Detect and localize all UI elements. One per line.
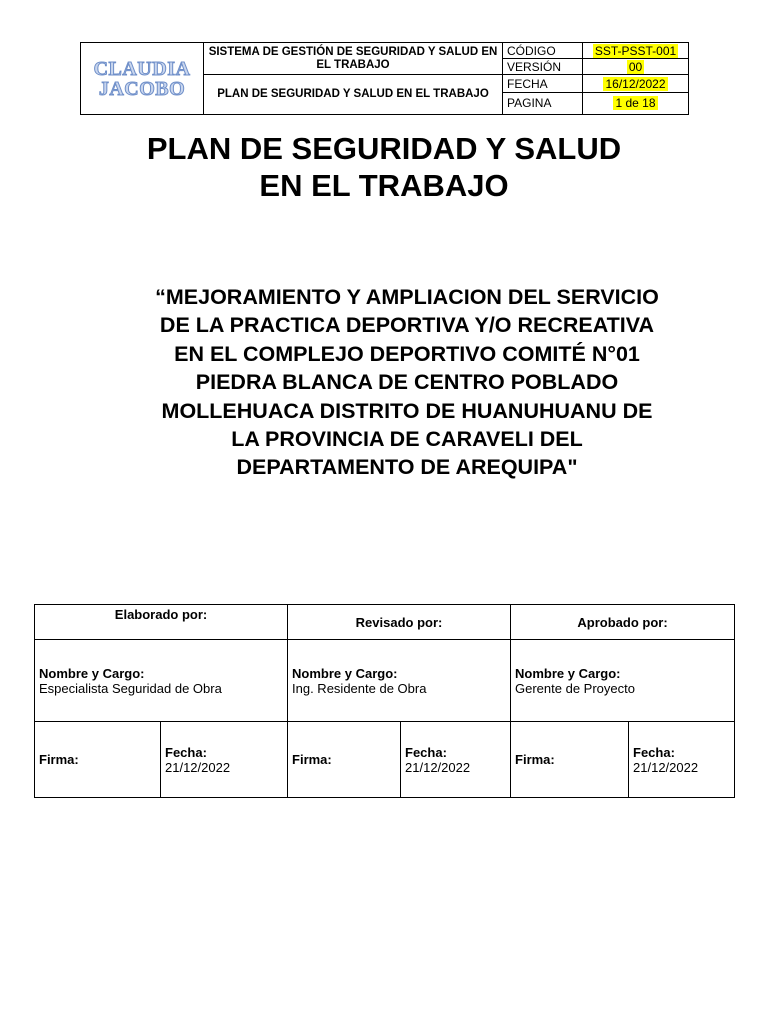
version-label: VERSIÓN: [503, 59, 583, 75]
elaborado-fecha-label: Fecha:: [165, 744, 207, 760]
version-value-cell: [583, 59, 689, 75]
aprobado-fecha-cell: [629, 722, 735, 798]
revisado-nombre-label: Nombre y Cargo:: [292, 665, 398, 681]
aprobado-cargo: Gerente de Proyecto: [515, 680, 635, 696]
elaborado-fecha-cell: [161, 722, 288, 798]
elaborado-fecha: 21/12/2022: [165, 759, 231, 775]
revisado-cargo: Ing. Residente de Obra: [292, 680, 427, 696]
elaborado-nombre-cell: [35, 640, 288, 722]
codigo-label: CÓDIGO: [503, 43, 583, 59]
elaborado-firma-cell: [35, 722, 161, 798]
elaborado-nombre-label: Nombre y Cargo:: [39, 665, 145, 681]
fecha-value: 16/12/2022: [605, 76, 666, 91]
document-title: [0, 130, 768, 204]
logo-text-line2: JACOBO: [98, 77, 186, 100]
version-value: 00: [628, 59, 643, 74]
document-title-line1: PLAN DE SEGURIDAD Y SALUD: [146, 131, 622, 166]
elaborado-cargo: Especialista Seguridad de Obra: [39, 680, 222, 696]
aprobado-nombre-label: Nombre y Cargo:: [515, 665, 621, 681]
company-logo: [81, 43, 204, 115]
document-name: PLAN DE SEGURIDAD Y SALUD EN EL TRABAJO: [204, 75, 503, 115]
project-title: “MEJORAMIENTO Y AMPLIACION DEL SERVICIO DE LA PRACTICA DEPORTIVA Y/O RECREATIVA EN EL COMPLEJO DEPORTIVO COMITÉ N°01 PIEDRA BLANCA DE CENTRO POBLADO MOLLEHUACA DISTRITO DE HUANUHUANU DE LA PROVINCIA DE CARAVELI DEL DEPARTAMENTO DE AREQUIPA": [155, 285, 659, 480]
document-title-line2: EN EL TRABAJO: [259, 168, 509, 203]
aprobado-fecha-label: Fecha:: [633, 744, 675, 760]
fecha-label: FECHA: [503, 75, 583, 92]
fecha-value-cell: [583, 75, 689, 92]
system-name: SISTEMA DE GESTIÓN DE SEGURIDAD Y SALUD EN EL TRABAJO: [204, 43, 503, 75]
document-header-table: [80, 42, 689, 115]
pagina-value-cell: [583, 92, 689, 114]
revisado-fecha-cell: [401, 722, 511, 798]
aprobado-firma-cell: [511, 722, 629, 798]
signature-table: [34, 604, 735, 798]
codigo-value: SST-PSST-001: [594, 43, 677, 58]
aprobado-fecha: 21/12/2022: [633, 759, 699, 775]
aprobado-firma-label: Firma:: [515, 752, 555, 767]
logo-text-line1: CLAUDIA: [93, 57, 191, 80]
pagina-value: 1 de 18: [615, 96, 656, 111]
revisado-header: Revisado por:: [288, 605, 511, 640]
aprobado-nombre-cell: [511, 640, 735, 722]
codigo-value-cell: [583, 43, 689, 59]
pagina-label: PAGINA: [503, 92, 583, 114]
aprobado-header: Aprobado por:: [511, 605, 735, 640]
revisado-nombre-cell: [288, 640, 511, 722]
revisado-firma-cell: [288, 722, 401, 798]
revisado-firma-label: Firma:: [292, 752, 332, 767]
elaborado-header: Elaborado por:: [35, 605, 288, 640]
elaborado-firma-label: Firma:: [39, 752, 79, 767]
revisado-fecha-label: Fecha:: [405, 744, 447, 760]
revisado-fecha: 21/12/2022: [405, 759, 471, 775]
